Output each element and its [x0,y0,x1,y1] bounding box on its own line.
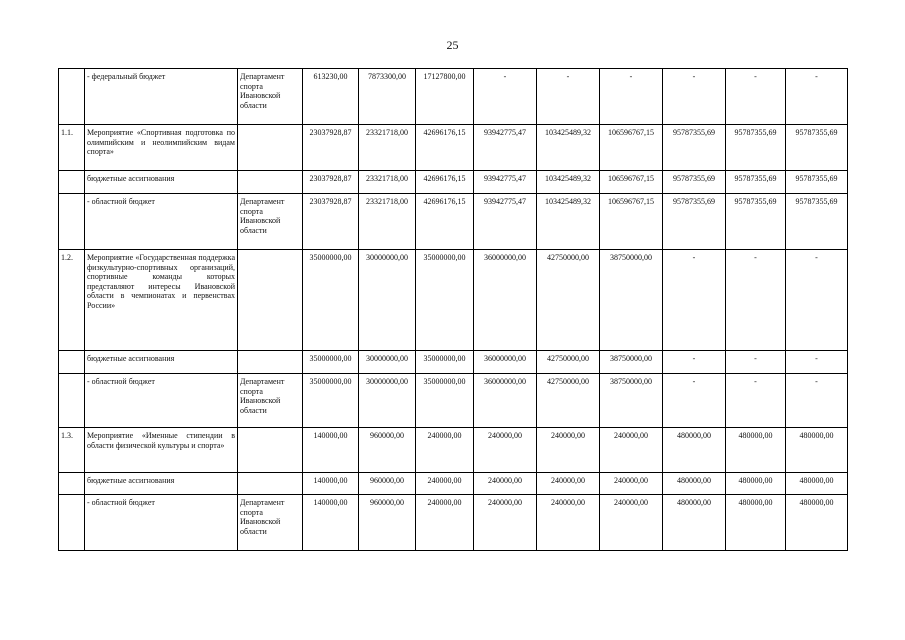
value-cell: 106596767,15 [600,125,663,171]
value-cell: 480000,00 [786,428,848,473]
value-cell: - [786,250,848,351]
value-cell: 95787355,69 [663,171,726,194]
row-number [59,194,85,250]
value-cell: 93942775,47 [474,125,537,171]
table-row [59,125,848,171]
value-cell: - [600,69,663,125]
value-cell: 480000,00 [663,428,726,473]
value-cell: 140000,00 [303,495,359,551]
value-cell: 17127800,00 [416,69,474,125]
value-cell: - [786,69,848,125]
executor [238,250,303,351]
value-cell: 140000,00 [303,428,359,473]
table-row [59,374,848,428]
value-cell: 30000000,00 [359,250,416,351]
value-cell: - [786,351,848,374]
item-name: - областной бюджет [85,374,238,428]
value-cell: 240000,00 [537,495,600,551]
table-body [59,69,848,551]
value-cell: 480000,00 [726,473,786,495]
value-cell: 480000,00 [786,495,848,551]
value-cell: 95787355,69 [726,171,786,194]
value-cell: 42696176,15 [416,171,474,194]
value-cell: 613230,00 [303,69,359,125]
value-cell: 35000000,00 [416,351,474,374]
value-cell: 240000,00 [537,428,600,473]
executor: Департамент спорта Ивановской области [238,495,303,551]
value-cell: - [663,69,726,125]
value-cell: 23321718,00 [359,125,416,171]
value-cell: 240000,00 [416,473,474,495]
budget-table [58,68,848,551]
value-cell: 23037928,87 [303,194,359,250]
value-cell: 36000000,00 [474,374,537,428]
value-cell: 95787355,69 [663,194,726,250]
value-cell: - [663,351,726,374]
executor: Департамент спорта Ивановской области [238,374,303,428]
item-name: - областной бюджет [85,194,238,250]
executor: Департамент спорта Ивановской области [238,194,303,250]
value-cell: 95787355,69 [726,194,786,250]
value-cell: 960000,00 [359,428,416,473]
value-cell: 103425489,32 [537,171,600,194]
value-cell: 36000000,00 [474,250,537,351]
value-cell: 42750000,00 [537,374,600,428]
value-cell: 240000,00 [416,495,474,551]
table-row [59,495,848,551]
value-cell: 42750000,00 [537,351,600,374]
value-cell: 95787355,69 [663,125,726,171]
executor: Департамент спорта Ивановской области [238,69,303,125]
value-cell: 23037928,87 [303,125,359,171]
table-row [59,171,848,194]
item-name: бюджетные ассигнования [85,473,238,495]
value-cell: 30000000,00 [359,374,416,428]
value-cell: 36000000,00 [474,351,537,374]
value-cell: 38750000,00 [600,351,663,374]
value-cell: 960000,00 [359,495,416,551]
item-name: Мероприятие «Спортивная подготовка по олимпийским и неолимпийским видам спорта» [85,125,238,171]
row-number [59,351,85,374]
value-cell: 480000,00 [663,495,726,551]
value-cell: 480000,00 [663,473,726,495]
page-number: 25 [446,38,459,52]
value-cell: 240000,00 [537,473,600,495]
value-cell: 93942775,47 [474,194,537,250]
row-number: 1.1. [59,125,85,171]
value-cell: 240000,00 [600,495,663,551]
executor [238,351,303,374]
value-cell: 93942775,47 [474,171,537,194]
table-row [59,351,848,374]
value-cell: 23321718,00 [359,171,416,194]
value-cell: 35000000,00 [416,374,474,428]
value-cell: 23321718,00 [359,194,416,250]
table-row [59,194,848,250]
table-row [59,69,848,125]
item-name: Мероприятие «Государственная поддержка физкультурно-спортивных организаций, спортивные команды которых представляют интересы Ивановской области в чемпионатах и первенствах России» [85,250,238,351]
value-cell: 95787355,69 [726,125,786,171]
value-cell: 106596767,15 [600,194,663,250]
value-cell: 480000,00 [726,428,786,473]
value-cell: 240000,00 [416,428,474,473]
value-cell: - [663,374,726,428]
executor [238,473,303,495]
value-cell: 95787355,69 [786,125,848,171]
row-number [59,171,85,194]
row-number: 1.2. [59,250,85,351]
value-cell: 35000000,00 [303,250,359,351]
row-number [59,495,85,551]
value-cell: 240000,00 [474,495,537,551]
value-cell: 240000,00 [600,473,663,495]
item-name: Мероприятие «Именные стипендии в области физической культуры и спорта» [85,428,238,473]
value-cell: 95787355,69 [786,194,848,250]
value-cell: 480000,00 [726,495,786,551]
row-number [59,374,85,428]
item-name: - федеральный бюджет [85,69,238,125]
value-cell: 95787355,69 [786,171,848,194]
value-cell: - [663,250,726,351]
executor [238,125,303,171]
value-cell: 240000,00 [474,428,537,473]
value-cell: 140000,00 [303,473,359,495]
value-cell: 103425489,32 [537,125,600,171]
value-cell: 35000000,00 [416,250,474,351]
value-cell: 35000000,00 [303,351,359,374]
value-cell: - [726,250,786,351]
value-cell: - [726,69,786,125]
table-row [59,473,848,495]
value-cell: 38750000,00 [600,374,663,428]
value-cell: 960000,00 [359,473,416,495]
value-cell: 240000,00 [600,428,663,473]
value-cell: 106596767,15 [600,171,663,194]
executor [238,171,303,194]
row-number: 1.3. [59,428,85,473]
value-cell: 23037928,87 [303,171,359,194]
table-row [59,250,848,351]
value-cell: 7873300,00 [359,69,416,125]
value-cell: - [786,374,848,428]
row-number [59,473,85,495]
row-number [59,69,85,125]
item-name: - областной бюджет [85,495,238,551]
table-row [59,428,848,473]
value-cell: - [726,351,786,374]
value-cell: 30000000,00 [359,351,416,374]
item-name: бюджетные ассигнования [85,351,238,374]
value-cell: 103425489,32 [537,194,600,250]
value-cell: 42696176,15 [416,194,474,250]
value-cell: 480000,00 [786,473,848,495]
executor [238,428,303,473]
value-cell: - [726,374,786,428]
value-cell: 42750000,00 [537,250,600,351]
value-cell: 240000,00 [474,473,537,495]
item-name: бюджетные ассигнования [85,171,238,194]
value-cell: - [474,69,537,125]
value-cell: 42696176,15 [416,125,474,171]
value-cell: - [537,69,600,125]
value-cell: 38750000,00 [600,250,663,351]
value-cell: 35000000,00 [303,374,359,428]
